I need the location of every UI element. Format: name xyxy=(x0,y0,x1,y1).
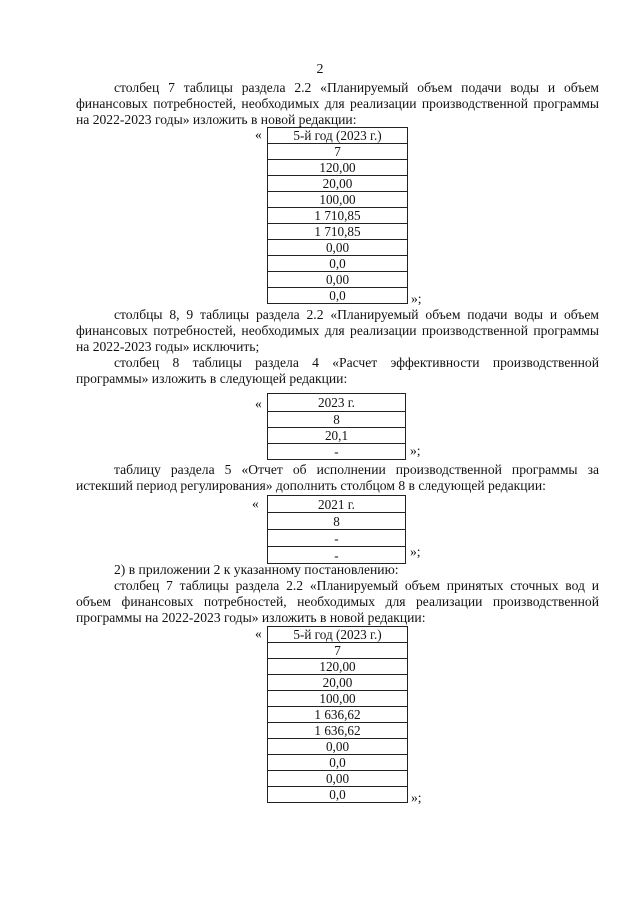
table-cell: - xyxy=(268,444,406,460)
table-cell: 7 xyxy=(268,643,408,659)
table-row xyxy=(268,288,408,304)
table-cell: 120,00 xyxy=(268,160,408,176)
table-cell: 0,00 xyxy=(268,240,408,256)
page-number: 2 xyxy=(316,62,324,77)
table-cell: 20,00 xyxy=(268,675,408,691)
table-row xyxy=(268,224,408,240)
table-row xyxy=(268,144,408,160)
quote-close-mark: »; xyxy=(410,544,421,559)
table-cell: 7 xyxy=(268,144,408,160)
table-cell: 8 xyxy=(268,513,406,530)
table-row xyxy=(268,128,408,144)
table-row xyxy=(268,723,408,739)
table-row xyxy=(268,513,406,530)
paragraph-columns8-9-exclude: столбцы 8, 9 таблицы раздела 2.2 «Планируемый объем подачи воды и объем финансовых потребностей, необходимых для реализации производственной программы на 2022-2023 годы» исключить; xyxy=(76,307,599,355)
table-row xyxy=(268,256,408,272)
replacement-table-body xyxy=(268,394,406,460)
table-cell: 20,1 xyxy=(268,428,406,444)
table-row xyxy=(268,755,408,771)
table-cell: 2023 г. xyxy=(268,394,406,412)
table-cell: - xyxy=(268,530,406,547)
table-row xyxy=(268,444,406,460)
table-cell: 0,0 xyxy=(268,787,408,803)
table-cell: 100,00 xyxy=(268,192,408,208)
paragraph-section5-report: таблицу раздела 5 «Отчет об исполнении производственной программы за истекший период регулирования» дополнить столбцом 8 в следующей редакции: xyxy=(76,462,599,494)
table-row xyxy=(268,208,408,224)
paragraph-appendix2: 2) в приложении 2 к указанному постановлению: xyxy=(114,562,399,577)
table-cell: 0,00 xyxy=(268,771,408,787)
replacement-table-sewage-volume xyxy=(267,626,408,803)
table-row xyxy=(268,771,408,787)
table-row xyxy=(268,675,408,691)
table-cell: 8 xyxy=(268,412,406,428)
table-cell: 0,00 xyxy=(268,272,408,288)
table-cell: - xyxy=(268,547,406,564)
paragraph-column7-section2-2-sewage: столбец 7 таблицы раздела 2.2 «Планируемый объем принятых сточных вод и объем финансовых потребностей, необходимых для реализации производственной программы на 2022-2023 годы» изложить в новой редакции: xyxy=(76,578,599,626)
table-cell: 1 710,85 xyxy=(268,224,408,240)
table-cell: 2021 г. xyxy=(268,496,406,513)
table-row xyxy=(268,547,406,564)
table-row xyxy=(268,739,408,755)
table-cell: 1 636,62 xyxy=(268,707,408,723)
quote-close-mark: »; xyxy=(411,790,422,805)
table-row xyxy=(268,428,406,444)
quote-close-mark: »; xyxy=(411,291,422,306)
table-row xyxy=(268,192,408,208)
table-cell: 1 636,62 xyxy=(268,723,408,739)
table-cell: 5-й год (2023 г.) xyxy=(268,627,408,643)
replacement-table-body xyxy=(268,627,408,803)
replacement-table-body xyxy=(268,496,406,564)
table-row xyxy=(268,691,408,707)
quote-close-mark: »; xyxy=(410,443,421,458)
quote-open-mark: « xyxy=(255,396,262,411)
table-row xyxy=(268,496,406,513)
table-row xyxy=(268,530,406,547)
table-cell: 120,00 xyxy=(268,659,408,675)
replacement-table-efficiency xyxy=(267,393,406,460)
replacement-table-water-volume xyxy=(267,127,408,304)
table-row xyxy=(268,412,406,428)
table-cell: 1 710,85 xyxy=(268,208,408,224)
table-cell: 5-й год (2023 г.) xyxy=(268,128,408,144)
table-cell: 0,0 xyxy=(268,288,408,304)
table-row xyxy=(268,176,408,192)
table-cell: 0,00 xyxy=(268,739,408,755)
table-row xyxy=(268,240,408,256)
quote-open-mark: « xyxy=(252,496,259,511)
table-row xyxy=(268,643,408,659)
table-cell: 0,0 xyxy=(268,256,408,272)
table-row xyxy=(268,659,408,675)
replacement-table-body xyxy=(268,128,408,304)
replacement-table-report xyxy=(267,495,406,564)
paragraph-column7-section2-2-water: столбец 7 таблицы раздела 2.2 «Планируемый объем подачи воды и объем финансовых потребностей, необходимых для реализации производственной программы на 2022-2023 годы» изложить в новой редакции: xyxy=(76,80,599,128)
table-row xyxy=(268,160,408,176)
table-cell: 0,0 xyxy=(268,755,408,771)
table-row xyxy=(268,787,408,803)
quote-open-mark: « xyxy=(255,626,262,641)
table-row xyxy=(268,394,406,412)
table-row xyxy=(268,707,408,723)
table-row xyxy=(268,627,408,643)
quote-open-mark: « xyxy=(255,127,262,142)
paragraph-column8-section4: столбец 8 таблицы раздела 4 «Расчет эффективности производственной программы» изложить в следующей редакции: xyxy=(76,355,599,387)
table-cell: 20,00 xyxy=(268,176,408,192)
table-cell: 100,00 xyxy=(268,691,408,707)
table-row xyxy=(268,272,408,288)
